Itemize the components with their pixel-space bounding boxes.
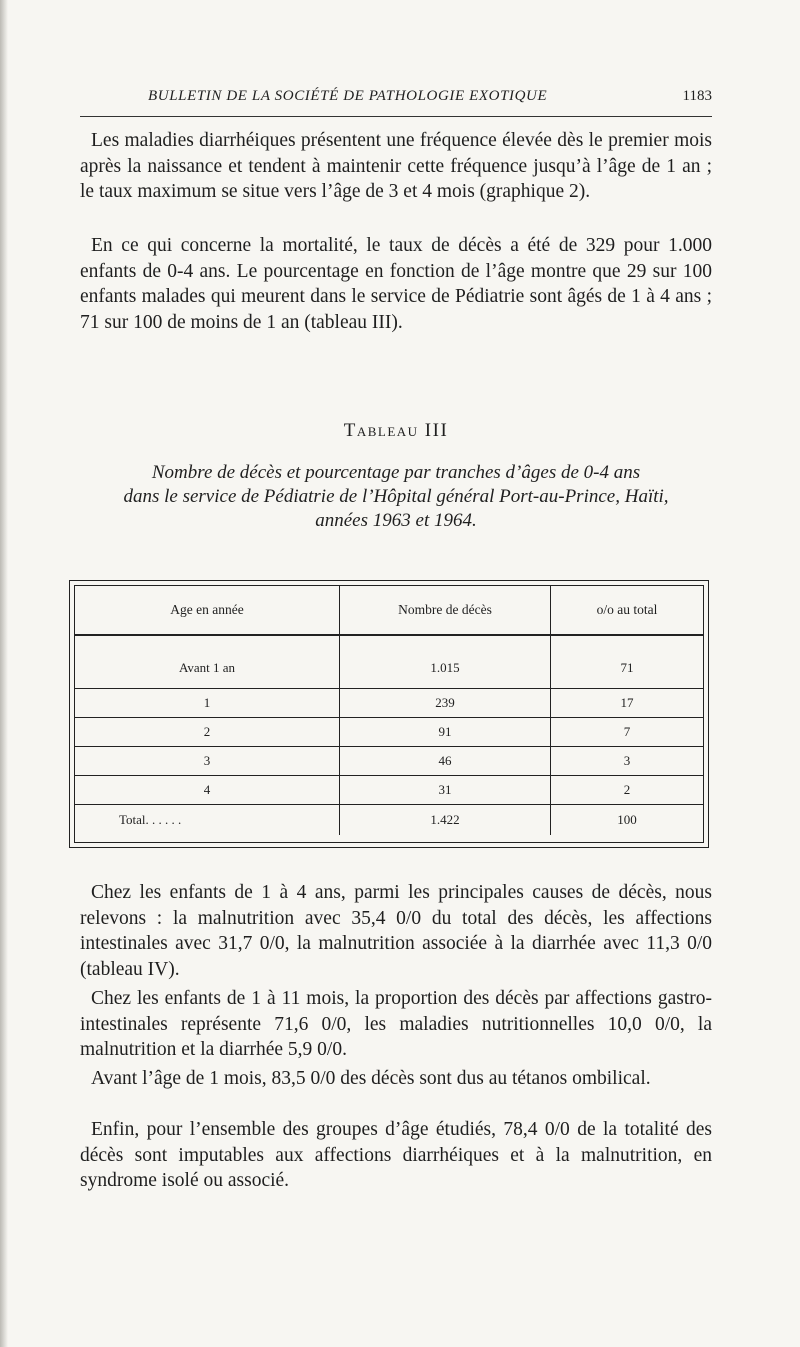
cell-deaths: 1.015 <box>340 635 551 689</box>
cell-percent: 17 <box>551 689 704 718</box>
table-frame <box>69 580 709 848</box>
header-age: Age en année <box>75 586 340 635</box>
cell-age: 3 <box>75 747 340 776</box>
running-title: BULLETIN DE LA SOCIÉTÉ DE PATHOLOGIE EXOTIQUE <box>148 88 548 104</box>
cell-percent: 3 <box>551 747 704 776</box>
page-number: 1183 <box>682 88 712 104</box>
paragraph-1 <box>80 128 712 205</box>
header-percent: o/o au total <box>596 602 658 617</box>
paragraph-6 <box>80 1117 712 1194</box>
cell-percent: 2 <box>551 776 704 805</box>
cell-deaths: 46 <box>340 747 551 776</box>
cell-age: 1 <box>75 689 340 718</box>
paragraph-2 <box>80 233 712 335</box>
cell-deaths: 239 <box>340 689 551 718</box>
cell-total-deaths: 1.422 <box>340 805 551 836</box>
table-row <box>75 718 703 747</box>
cell-total-label: Total. . . . . . <box>75 805 340 836</box>
paragraph-5 <box>80 1066 712 1092</box>
paragraph-6-text: Enfin, pour l’ensemble des groupes d’âge étudiés, 78,4 0/0 de la totalité des décès sont imputables aux affections diarrhéiques et à la malnutrition, en syndrome isolé ou associé. <box>80 1119 712 1191</box>
data-table <box>75 586 703 835</box>
cell-age: 2 <box>75 718 340 747</box>
cell-age: 4 <box>75 776 340 805</box>
cell-deaths: 31 <box>340 776 551 805</box>
table-header-row <box>75 586 703 635</box>
table-total-row <box>75 805 703 836</box>
paragraph-2-text: En ce qui concerne la mortalité, le taux de décès a été de 329 pour 1.000 enfants de 0-4 ans. Le pourcentage en fonction de l’âge montre que 29 sur 100 enfants malades qui meurent dans le service de Pédiatrie sont âgés de 1 à 4 ans ; 71 sur 100 de moins de 1 an (tableau III). <box>80 235 712 333</box>
paragraph-5-text: Avant l’âge de 1 mois, 83,5 0/0 des décès sont dus au tétanos ombilical. <box>91 1068 651 1089</box>
table-caption <box>80 461 712 533</box>
paragraph-3 <box>80 880 712 982</box>
caption-line-1: Nombre de décès et pourcentage par tranches d’âges de 0-4 ans <box>151 462 641 483</box>
cell-age: Avant 1 an <box>75 635 340 689</box>
page-edge-shadow <box>0 0 8 1347</box>
table-row <box>75 635 703 689</box>
caption-line-2: dans le service de Pédiatrie de l’Hôpital général Port-au-Prince, Haïti, <box>123 486 669 507</box>
table-title: Tableau III <box>343 420 449 441</box>
paragraph-3-text: Chez les enfants de 1 à 4 ans, parmi les principales causes de décès, nous relevons : la malnutrition avec 35,4 0/0 du total des décès, les affections intestinales avec 31,7 0/0, la malnutrition associée à la diarrhée avec 11,3 0/0 (tableau IV). <box>80 882 712 980</box>
table-inner-frame <box>74 585 704 843</box>
paragraph-1-text: Les maladies diarrhéiques présentent une fréquence élevée dès le premier mois après la naissance et tendent à maintenir cette fréquence jusqu’à l’âge de 1 an ; le taux maximum se situe vers l’âge de 3 et 4 mois (graphique 2). <box>80 130 712 202</box>
table-row <box>75 776 703 805</box>
cell-percent: 7 <box>551 718 704 747</box>
paragraph-4 <box>80 986 712 1063</box>
header-deaths: Nombre de décès <box>340 586 551 635</box>
caption-line-3: années 1963 et 1964. <box>315 510 477 531</box>
cell-deaths: 91 <box>340 718 551 747</box>
table-row <box>75 689 703 718</box>
paragraph-4-text: Chez les enfants de 1 à 11 mois, la proportion des décès par affections gastro-intestinales représente 71,6 0/0, les maladies nutritionnelles 10,0 0/0, la malnutrition et la diarrhée 5,9 0/0. <box>80 988 712 1060</box>
running-header <box>80 88 712 117</box>
cell-percent: 71 <box>551 635 704 689</box>
table-row <box>75 747 703 776</box>
cell-total-percent: 100 <box>551 805 704 836</box>
